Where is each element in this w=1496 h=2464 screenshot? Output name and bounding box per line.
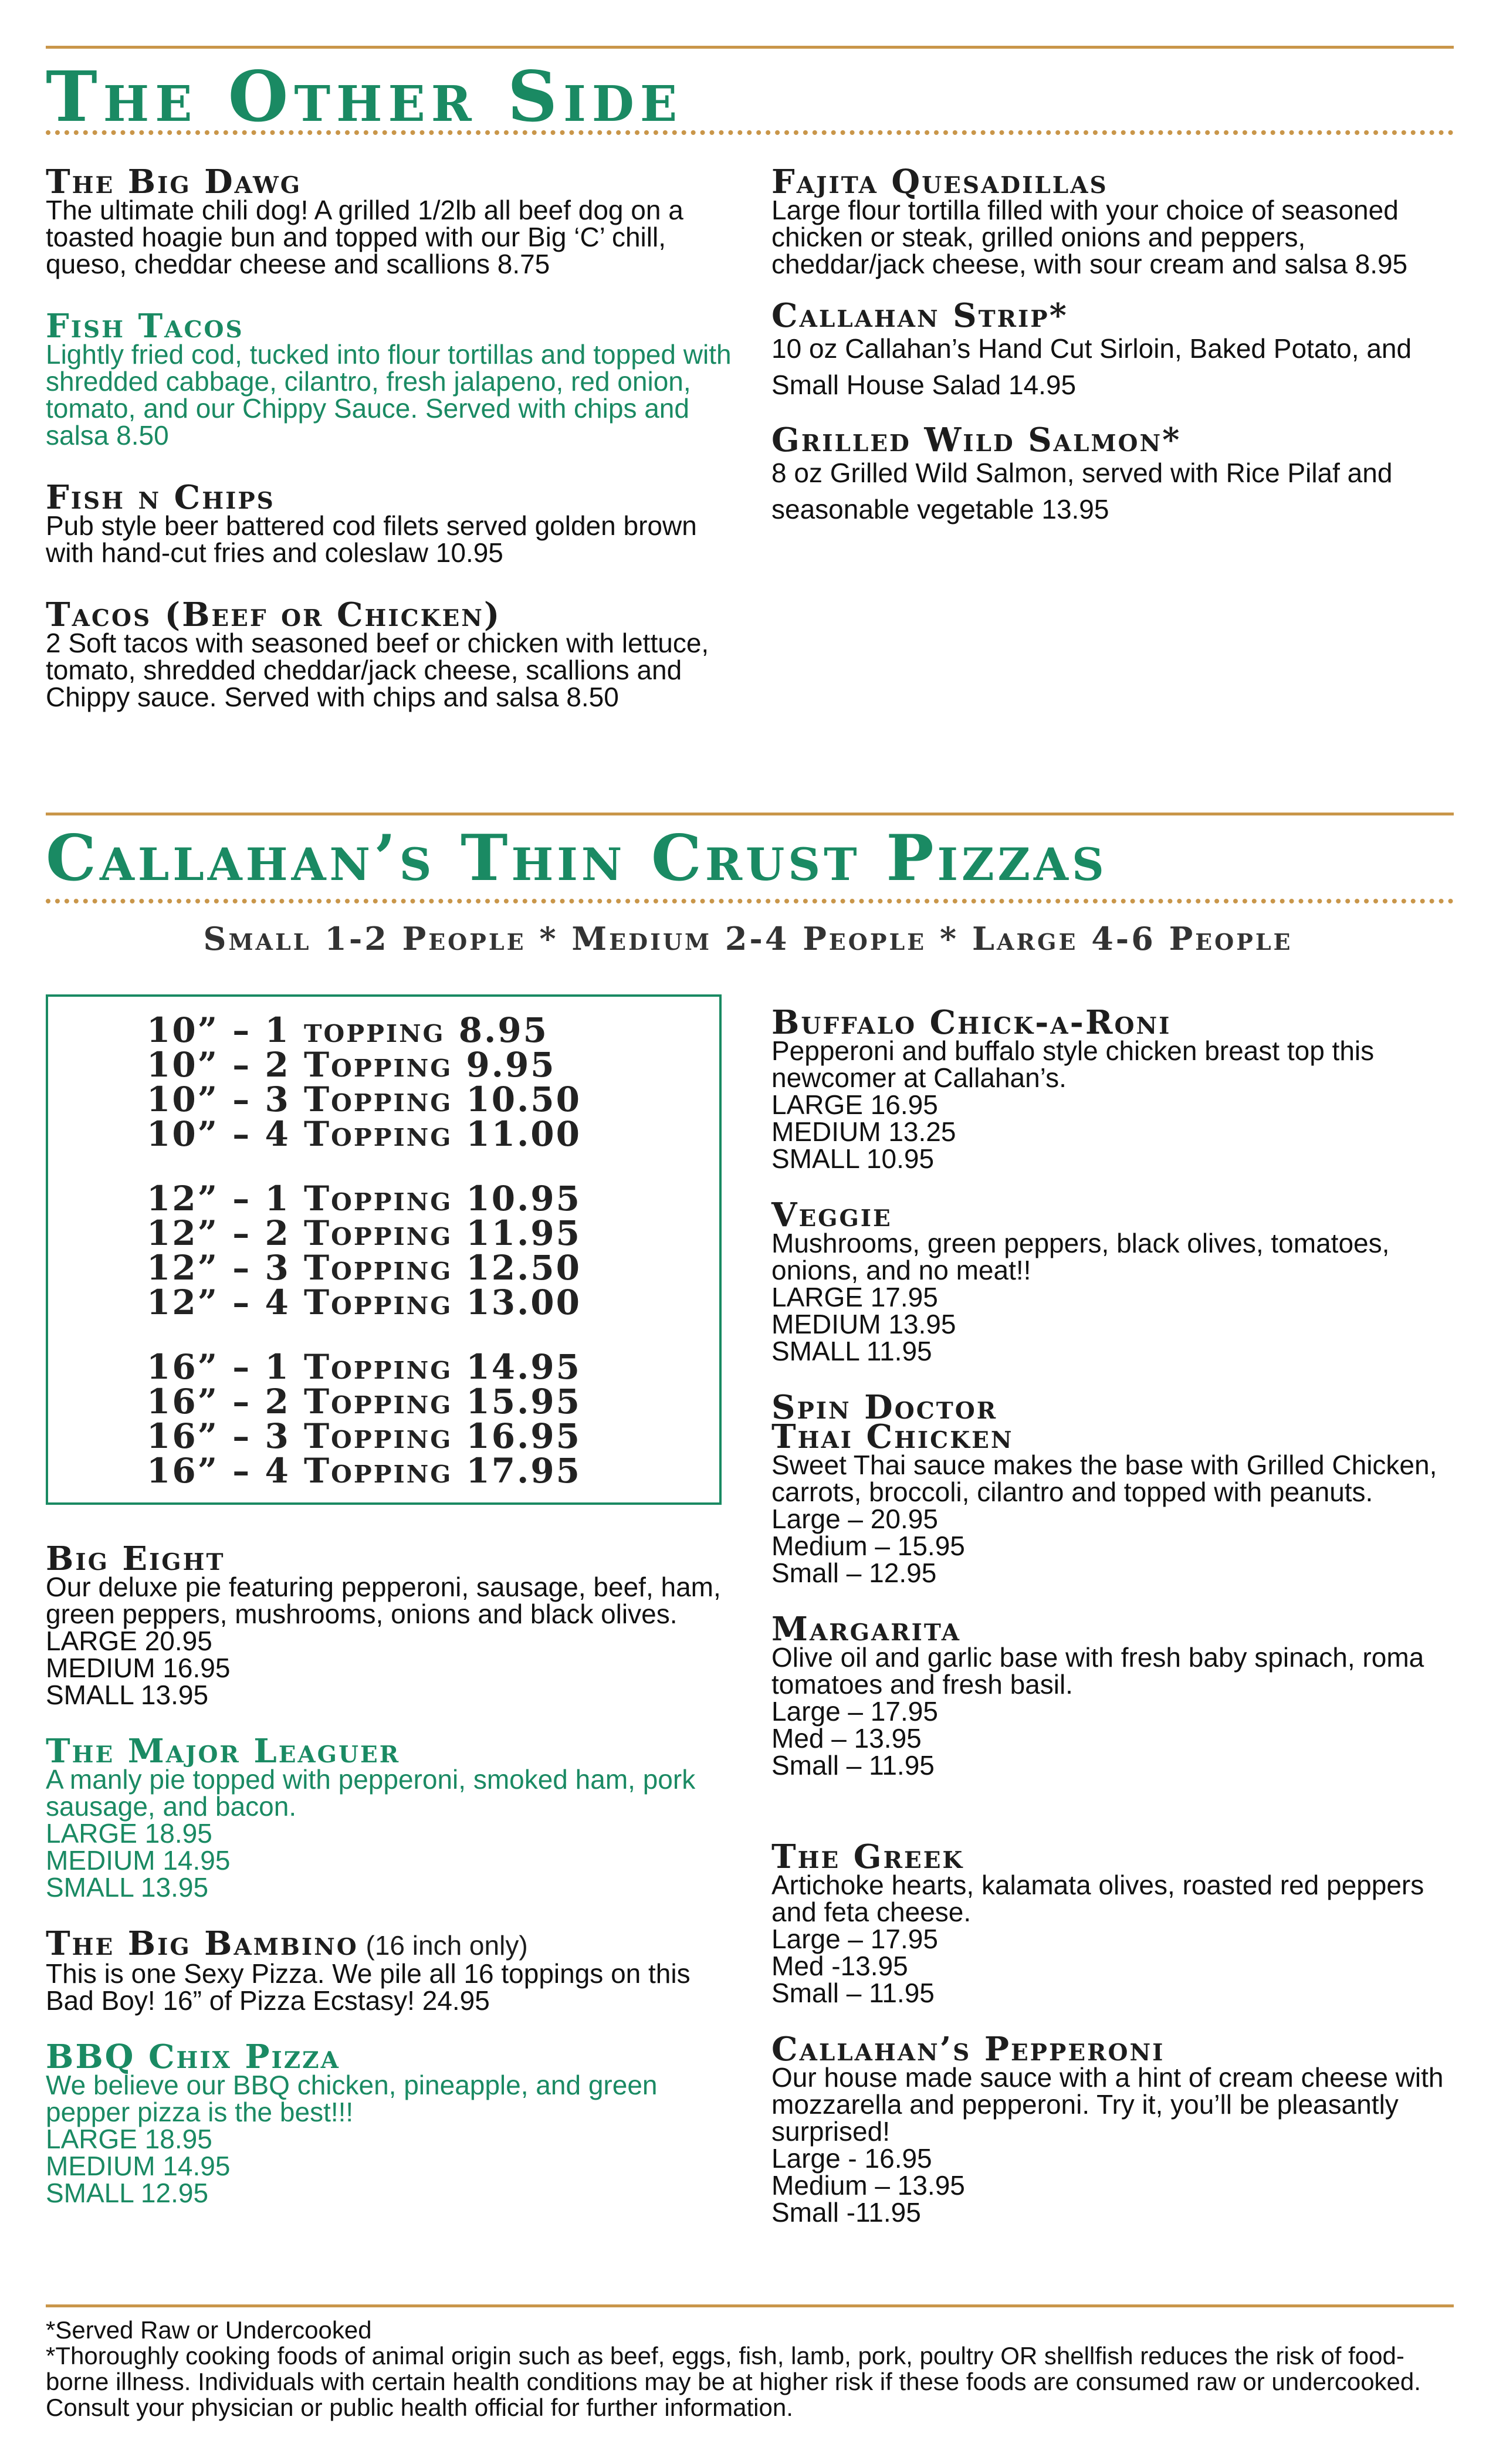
item-name: Fish Tacos: [46, 307, 244, 346]
footer-raw-note: *Served Raw or Undercooked: [46, 2316, 372, 2344]
item-name: Callahan’s Pepperoni: [771, 2030, 1165, 2069]
size-price: MEDIUM 13.25: [771, 1116, 956, 1147]
pizza-divider: [46, 813, 1454, 815]
size-price: Large – 20.95: [771, 1504, 938, 1534]
pizza-section-title: Callahan’s Thin Crust Pizzas: [46, 821, 1108, 895]
price-line: 10” – 1 topping 8.95: [147, 1010, 549, 1050]
menu-item-veggie: [771, 1196, 1464, 1366]
other-side-right-column: [771, 163, 1464, 561]
pizza-sizes-line: Small 1-2 People * Medium 2-4 People * Large 4-6 People: [203, 920, 1293, 957]
size-price: Small -11.95: [771, 2197, 921, 2228]
size-price: SMALL 12.95: [46, 2178, 209, 2208]
size-price: LARGE 17.95: [771, 1282, 938, 1312]
price-line: 12” – 3 Topping 12.50: [147, 1248, 582, 1288]
pizza-left-column: [46, 1539, 738, 2240]
size-price: Medium – 13.95: [771, 2170, 965, 2201]
price-line: 16” – 4 Topping 17.95: [147, 1451, 582, 1491]
size-price: Large – 17.95: [771, 1696, 938, 1727]
menu-item-spin-doctor-thai-chicken: [771, 1388, 1464, 1588]
item-name: Callahan Strip*: [771, 296, 1068, 335]
price-line: 12” – 4 Topping 13.00: [147, 1282, 582, 1322]
item-name: The Greek: [771, 1837, 964, 1876]
size-price: LARGE 20.95: [46, 1626, 212, 1656]
size-price: MEDIUM 16.95: [46, 1653, 231, 1683]
menu-item-the-greek: [771, 1837, 1464, 2008]
size-price: Medium – 15.95: [771, 1531, 965, 1561]
size-price: Large - 16.95: [771, 2143, 932, 2174]
price-line: 16” – 1 Topping 14.95: [147, 1347, 582, 1387]
size-price: LARGE 18.95: [46, 2124, 212, 2154]
size-price: Med – 13.95: [771, 1723, 922, 1754]
price-group-16-inch: [147, 1347, 582, 1491]
item-name: The Major Leaguer: [46, 1732, 401, 1771]
footer-divider: [46, 2304, 1454, 2307]
item-description: Olive oil and garlic base with fresh baby spinach, roma tomatoes and fresh basil.: [771, 1642, 1424, 1700]
item-name: Spin Doctor: [771, 1388, 998, 1427]
item-name: Buffalo Chick-a-Roni: [771, 1003, 1172, 1042]
size-price: Large – 17.95: [771, 1924, 938, 1954]
size-price: SMALL 13.95: [46, 1680, 209, 1710]
size-price: Med -13.95: [771, 1951, 908, 1981]
menu-item-callahans-pepperoni: [771, 2030, 1464, 2228]
footer-health-warning: *Thoroughly cooking foods of animal origin such as beef, eggs, fish, lamb, pork, poultry OR shellfish reduces the risk of food-borne illness. Individuals with certain health conditions may be at higher risk if these foods are consumed raw or undercooked. Consult your physician or public health official for further information.: [46, 2342, 1421, 2421]
item-name: Margarita: [771, 1610, 962, 1649]
item-description: Sweet Thai sauce makes the base with Grilled Chicken, carrots, broccoli, cilantro and topped with peanuts.: [771, 1450, 1437, 1507]
size-price: MEDIUM 14.95: [46, 1845, 231, 1876]
item-description: The ultimate chili dog! A grilled 1/2lb all beef dog on a toasted hoagie bun and topped with our Big ‘C’ chill, queso, cheddar cheese and scallions 8.75: [46, 195, 683, 279]
menu-item-fish-tacos: [46, 307, 738, 451]
other-side-left-column: [46, 163, 738, 744]
menu-item-buffalo-chick-a-roni: [771, 1003, 1464, 1174]
top-divider: [46, 46, 1454, 49]
item-note: (16 inch only): [358, 1930, 528, 1961]
size-price: SMALL 13.95: [46, 1872, 209, 1903]
item-name: The Big Bambino: [46, 1924, 358, 1963]
menu-item-fish-n-chips: [46, 478, 738, 568]
item-name: Big Eight: [46, 1539, 225, 1578]
item-name-line2: Thai Chicken: [771, 1417, 1014, 1456]
menu-item-grilled-wild-salmon: [771, 421, 1464, 527]
menu-item-big-bambino: [46, 1924, 738, 2016]
item-name: Fish n Chips: [46, 478, 275, 517]
price-line: 16” – 2 Topping 15.95: [147, 1382, 582, 1421]
item-description: Artichoke hearts, kalamata olives, roasted red peppers and feta cheese.: [771, 1870, 1424, 1927]
size-price: Small – 11.95: [771, 1750, 935, 1781]
price-line: 12” – 2 Topping 11.95: [147, 1213, 582, 1253]
size-price: Small – 11.95: [771, 1978, 935, 2008]
item-description: Pub style beer battered cod filets served golden brown with hand-cut fries and coleslaw 10.95: [46, 510, 697, 568]
item-name: Tacos (Beef or Chicken): [46, 595, 502, 634]
size-price: MEDIUM 13.95: [771, 1309, 956, 1339]
item-description: 2 Soft tacos with seasoned beef or chicken with lettuce, tomato, shredded cheddar/jack cheese, scallions and Chippy sauce. Served with chips and salsa 8.50: [46, 628, 709, 712]
size-price: LARGE 16.95: [771, 1089, 938, 1120]
menu-item-fajita-quesadillas: [771, 163, 1464, 279]
size-price: MEDIUM 14.95: [46, 2151, 231, 2181]
other-side-title: The Other Side: [46, 56, 683, 137]
price-line: 10” – 4 Topping 11.00: [147, 1114, 582, 1154]
pizza-price-box: [46, 994, 722, 1505]
other-side-dotted-divider: [46, 130, 1454, 135]
pizza-dotted-divider: [46, 899, 1454, 903]
item-description: Lightly fried cod, tucked into flour tortillas and topped with shredded cabbage, cilantro, fresh jalapeno, red onion, tomato, and our Chippy Sauce. Served with chips and salsa 8.50: [46, 339, 732, 451]
price-line: 12” – 1 Topping 10.95: [147, 1179, 582, 1219]
item-name: Veggie: [771, 1196, 892, 1234]
size-price: SMALL 11.95: [771, 1336, 932, 1366]
price-line: 10” – 3 Topping 10.50: [147, 1079, 582, 1119]
item-description: 8 oz Grilled Wild Salmon, served with Rice Pilaf and seasonable vegetable 13.95: [771, 458, 1393, 524]
item-description: Our house made sauce with a hint of cream cheese with mozzarella and pepperoni. Try it, you’ll be pleasantly surprised!: [771, 2062, 1444, 2147]
menu-item-big-eight: [46, 1539, 738, 1710]
item-description: 10 oz Callahan’s Hand Cut Sirloin, Baked Potato, and Small House Salad 14.95: [771, 333, 1412, 400]
item-description: Pepperoni and buffalo style chicken breast top this newcomer at Callahan’s.: [771, 1035, 1375, 1093]
item-description: Our deluxe pie featuring pepperoni, sausage, beef, ham, green peppers, mushrooms, onions and black olives.: [46, 1572, 721, 1629]
item-name: Grilled Wild Salmon*: [771, 421, 1182, 459]
footer-disclaimer: [46, 2317, 1454, 2421]
item-name: BBQ Chix Pizza: [46, 2037, 340, 2076]
menu-item-callahan-strip: [771, 296, 1464, 403]
menu-item-bbq-chix-pizza: [46, 2037, 738, 2208]
item-description: This is one Sexy Pizza. We pile all 16 toppings on this Bad Boy! 16” of Pizza Ecstasy! 24.95: [46, 1958, 691, 2016]
price-line: 16” – 3 Topping 16.95: [147, 1416, 582, 1456]
menu-item-margarita: [771, 1610, 1464, 1781]
price-group-10-inch: [147, 1010, 582, 1154]
pizza-right-column: [771, 1003, 1464, 2260]
price-group-12-inch: [147, 1179, 582, 1322]
item-description: Large flour tortilla filled with your choice of seasoned chicken or steak, grilled onions and peppers, cheddar/jack cheese, with sour cream and salsa 8.95: [771, 195, 1408, 279]
size-price: SMALL 10.95: [771, 1143, 935, 1174]
item-name: Fajita Quesadillas: [771, 163, 1108, 201]
item-name: The Big Dawg: [46, 163, 302, 201]
price-line: 10” – 2 Topping 9.95: [147, 1045, 556, 1085]
size-price: Small – 12.95: [771, 1558, 937, 1588]
menu-item-big-dawg: [46, 163, 738, 279]
size-price: LARGE 18.95: [46, 1818, 212, 1849]
item-description: Mushrooms, green peppers, black olives, tomatoes, onions, and no meat!!: [771, 1228, 1390, 1285]
item-description: A manly pie topped with pepperoni, smoked ham, pork sausage, and bacon.: [46, 1764, 696, 1822]
menu-item-major-leaguer: [46, 1732, 738, 1903]
item-description: We believe our BBQ chicken, pineapple, and green pepper pizza is the best!!!: [46, 2070, 658, 2127]
menu-item-tacos: [46, 595, 738, 712]
